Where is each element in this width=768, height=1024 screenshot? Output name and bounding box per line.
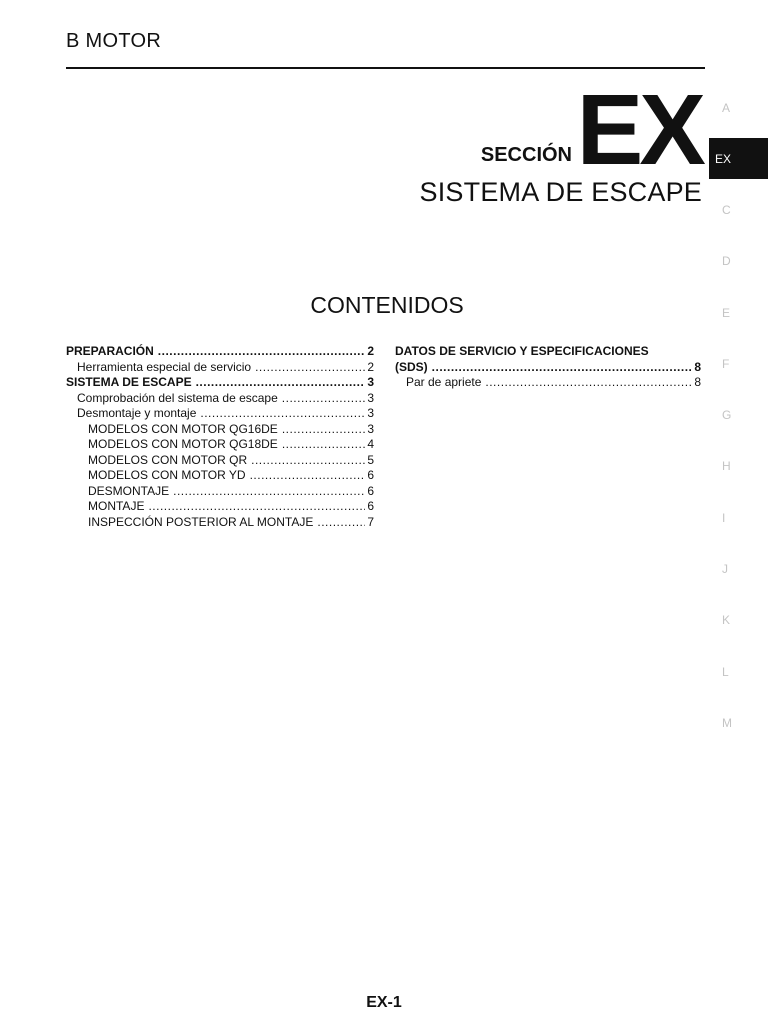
toc-entry-text: PREPARACIÓN [66,344,154,358]
toc-leader [200,406,365,422]
contents-heading: CONTENIDOS [310,292,464,318]
toc-leader [282,422,366,438]
toc-entry-text: Herramienta especial de servicio [77,359,252,374]
toc-entry[interactable] [66,484,374,500]
side-tab-j[interactable]: J [722,562,728,577]
toc-entry-text: Par de apriete [406,375,482,389]
toc-page-number: 3 [367,421,374,436]
toc-page-number: 6 [367,499,374,513]
section-title: SISTEMA DE ESCAPE [419,177,702,207]
toc-entry-text: DESMONTAJE [88,483,170,498]
side-tab-ex[interactable]: EX [709,138,768,179]
toc-page-number: 6 [367,468,374,482]
toc-leader [282,391,366,407]
toc-entry-text: INSPECCIÓN POSTERIOR AL MONTAJE [88,514,314,529]
side-tab-i[interactable]: I [722,510,726,525]
toc-entry[interactable] [66,422,374,438]
toc-page-number: 3 [367,390,374,405]
side-tab-g[interactable]: G [722,408,732,423]
toc-page-number: 8 [694,359,701,374]
toc-entry[interactable] [66,360,374,376]
toc-leader [485,375,692,391]
toc-leader [251,453,365,469]
toc-leader [196,375,366,391]
side-tab-l[interactable]: L [722,664,729,679]
toc-leader [282,437,366,453]
side-tab-f[interactable]: F [722,356,730,371]
toc-leader [255,360,365,376]
toc-leader [158,344,366,360]
toc-page-number: 8 [694,375,701,389]
toc-entry[interactable] [66,499,374,515]
side-tab-k[interactable]: K [722,613,731,628]
toc-page-number: 5 [367,452,374,467]
toc-page-number: 4 [367,437,374,451]
toc-entry[interactable] [66,406,374,422]
toc-page-number: 7 [367,514,374,529]
toc-entry-text: Comprobación del sistema de escape [77,390,278,405]
toc-page-number: 2 [367,359,374,374]
toc-entry-sds[interactable] [395,360,701,376]
side-tab-m[interactable]: M [722,715,732,730]
toc-entry[interactable] [66,437,374,453]
side-tab-c[interactable]: C [722,202,731,217]
toc-leader [317,515,365,531]
side-tab-e[interactable]: E [722,305,731,320]
page-header-title: B MOTOR [66,30,162,52]
toc-entry-text: MODELOS CON MOTOR QR [88,452,248,467]
side-index-tabs [709,82,768,749]
toc-left-column [66,344,374,530]
toc-entry-text: MONTAJE [88,499,145,513]
toc-entry-text: (SDS) [395,359,428,374]
section-code: EX [576,74,702,186]
toc-entry[interactable] [66,515,374,531]
toc-entry-par-apriete[interactable] [395,375,701,391]
toc-entry[interactable] [66,468,374,484]
toc-right-column [395,344,701,391]
toc-page-number: 3 [367,406,374,420]
toc-entry[interactable] [66,391,374,407]
toc-leader [173,484,365,500]
toc-entry-sds-line1[interactable]: DATOS DE SERVICIO Y ESPECIFICACIONES [395,344,649,358]
toc-entry-text: MODELOS CON MOTOR QG18DE [88,437,278,451]
toc-leader [432,360,693,376]
toc-leader [250,468,366,484]
page-number: EX-1 [366,994,402,1011]
toc-page-number: 2 [367,344,374,358]
toc-entry[interactable] [66,375,374,391]
toc-page-number: 6 [367,483,374,498]
toc-page-number: 3 [367,375,374,389]
toc-leader [148,499,365,515]
side-tab-a[interactable]: A [722,100,731,115]
section-word: SECCIÓN [480,144,572,166]
toc-entry-text: SISTEMA DE ESCAPE [66,375,192,389]
side-tab-d[interactable]: D [722,254,731,269]
toc-entry[interactable] [66,344,374,360]
header-rule [66,67,705,69]
toc-entry-text: MODELOS CON MOTOR YD [88,468,246,482]
side-tab-h[interactable]: H [722,459,731,474]
toc-entry[interactable] [66,453,374,469]
toc-entry-text: MODELOS CON MOTOR QG16DE [88,421,278,436]
toc-entry-text: Desmontaje y montaje [77,406,197,420]
